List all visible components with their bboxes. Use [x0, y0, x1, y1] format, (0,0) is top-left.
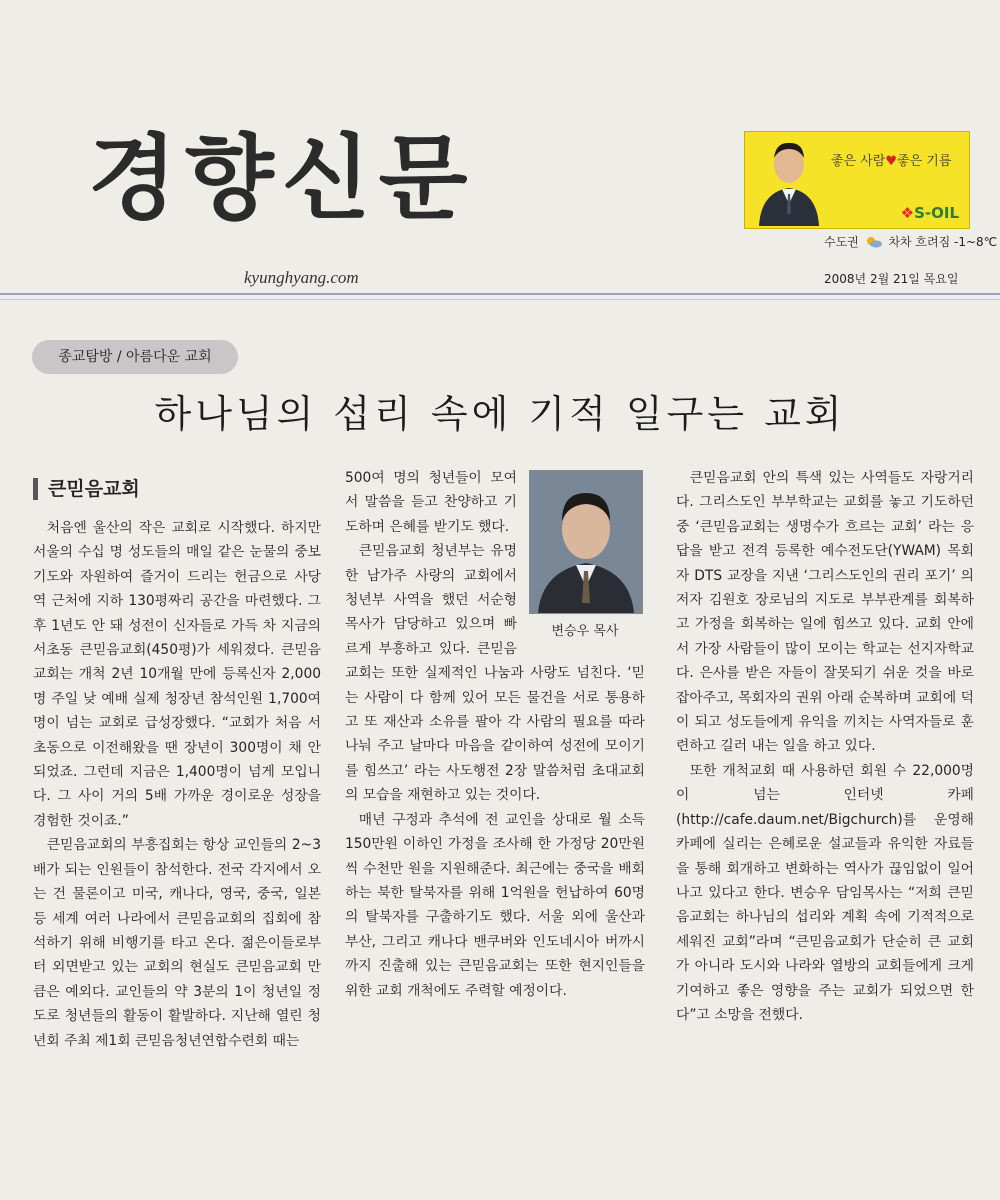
- weather-forecast: 차차 흐려짐 -1~8℃: [888, 235, 998, 249]
- paragraph: 처음엔 울산의 작은 교회로 시작했다. 하지만 서울의 수십 명 성도들의 매일 같은 눈물의 중보기도와 자원하여 즐거이 드리는 헌금으로 사당역 근처에 지하 130평짜리 공간을 마련했다. 그 후 1년도 안 돼 성전이 신자들로 가득 차 지금의 서초동 큰믿음교회(450평)가 세워졌다. 큰믿음교회는 개척 2년 10개월 만에 등록신자 2,000명 주일 낮 예배 실제 청장년 참석인원 1,700여명이 넘는 교회로 급성장했다. “교회가 처음 서초동으로 이전해왔을 땐 장년이 300명이 채 안 되었죠. 그런데 지금은 1,400명이 넘게 모입니다. 그 사이 거의 5배 가까운 경이로운 성장을 경험한 것이죠.”: [33, 520, 321, 829]
- masthead-divider-thin: [0, 299, 1000, 300]
- paragraph: 큰믿음교회 안의 특색 있는 사역들도 자랑거리다. 그리스도인 부부학교는 교회를 놓고 기도하던 중 ‘큰믿음교회는 생명수가 흐르는 교회’ 라는 응답을 받고 전격 등록한 예수전도단(YWAM) 목회자 DTS 교장을 지낸 ‘그리스도인의 권리 포기’ 의 저자 김원호 장로님의 지도로 부부관계를 회복하고 가정을 회복하는 일에 힘쓰고 있다. 교회 안에서 가장 사람들이 많이 모이는 학교는 선지자학교다. 은사를 받은 자들이 잘못되기 쉬운 것을 바로 잡아주고, 목회자의 권위 아래 순복하며 교회에 덕이 되고 성도들에게 유익을 끼치는 사역자들로 훈련하고 길러 내는 일을 하고 있다.: [676, 470, 974, 755]
- ad-slogan: 좋은 사람♥좋은 기름: [831, 154, 952, 169]
- paragraph: 큰믿음교회 청년부는 유명한 남가주 사랑의 교회에서 청년부 사역을 했던 서순형 목사가 담당하고 있으며 빠르게 부흥하고 있다. 큰믿음교회는 또한 실제적인 나눔과 사랑도 넘친다. ‘믿는 사람이 다 함께 있어 모든 물건을 서로 통용하고 또 재산과 소유를 팔아 각 사람의 필요를 따라 나눠 주고 날마다 마음을 같이하여 성전에 모이기를 힘쓰고’ 라는 사도행전 2장 말씀처럼 초대교회의 모습을 재현하고 있는 것이다.: [345, 543, 645, 804]
- paragraph: 500여 명의 청년들이 모여서 말씀을 듣고 찬양하고 기도하며 은혜를 받기도 했다.: [345, 470, 517, 535]
- subhead-marker: [33, 478, 38, 500]
- article-subhead: 큰믿음교회: [48, 478, 140, 500]
- masthead-divider: [0, 293, 1000, 295]
- paragraph: 매년 구정과 추석에 전 교인을 상대로 월 소득 150만원 이하인 가정을 조사해 한 가정당 20만원씩 수천만 원을 지원해준다. 최근에는 중국을 배회하는 북한 탈북자를 위해 1억원을 헌납하여 60명의 탈북자를 구출하기도 했다. 서울 외에 울산과 부산, 그리고 캐나다 밴쿠버와 인도네시아 버까시까지 진출해 있는 큰믿음교회는 또한 현지인들을 위한 교회 개척에도 주력할 예정이다.: [345, 811, 645, 999]
- article-column-3: [676, 466, 974, 1174]
- paragraph: 큰믿음교회의 부흥집회는 항상 교인들의 2~3배가 되는 인원들이 참석한다. 전국 각지에서 오는 건 물론이고 미국, 캐나다, 영국, 중국, 일본 등 세계 여러 나라에서 큰믿음교회의 집회에 참석하기 위해 비행기를 타고 온다. 젊은이들로부터 외면받고 있는 교회의 현실도 큰믿음교회 만큼은 예외다. 교인들의 약 3분의 1이 청년일 정도로 청년들의 활동이 활발하다. 지난해 열린 청년회 주최 제1회 큰믿음청년연합수련회 때는: [33, 837, 321, 1049]
- s-oil-advertisement: [744, 131, 970, 229]
- pastor-photo-figure: [525, 470, 645, 654]
- article-headline: 하나님의 섭리 속에 기적 일구는 교회: [154, 392, 846, 436]
- ad-person-image: [749, 134, 829, 226]
- newspaper-url: kyunghyang.com: [244, 268, 359, 287]
- heart-icon: ♥: [885, 154, 898, 169]
- article-column-1: [33, 516, 321, 1172]
- pastor-portrait-image: [530, 471, 642, 613]
- pastor-photo: [529, 470, 643, 614]
- partly-cloudy-icon: [865, 236, 883, 248]
- photo-caption: 변승우 목사: [551, 624, 619, 639]
- s-oil-logo-icon: ❖: [900, 204, 915, 222]
- s-oil-logo: ❖S-OIL: [900, 204, 959, 222]
- paragraph: 또한 개척교회 때 사용하던 회원 수 22,000명이 넘는 인터넷 카페(http://cafe.daum.net/Bigchurch)를 운영해 카페에 실리는 은혜로운 설교들과 유익한 자료들을 통해 회개하고 변화하는 역사가 끊임없이 일어나고 있다고 한다. 변승우 담임목사는 “저희 큰믿음교회는 하나님의 섭리와 계획 속에 기적적으로 세워진 교회”라며 “큰믿음교회가 단순히 큰 교회가 아니라 도시와 나라와 열방의 교회들에게 크게 기여하고 좋은 영향을 주는 교회가 되었으면 한다”고 소망을 전했다.: [676, 762, 974, 1023]
- article-column-2: [345, 466, 645, 1174]
- publication-date: 2008년 2월 21일 목요일: [824, 272, 959, 286]
- weather-info: [824, 233, 997, 250]
- section-tag: 종교탐방 / 아름다운 교회: [32, 340, 238, 374]
- newspaper-title: 경향신문: [88, 124, 476, 232]
- weather-region: 수도권: [824, 235, 859, 249]
